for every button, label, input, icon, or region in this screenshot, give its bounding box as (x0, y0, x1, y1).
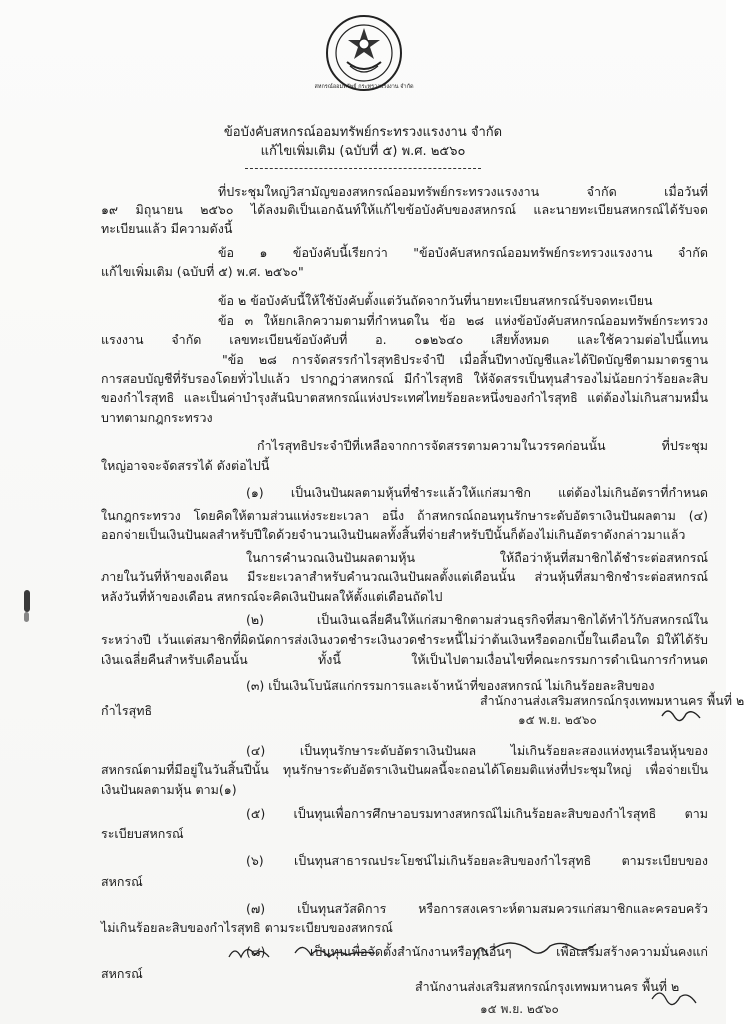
clause-28-line: การสอบบัญชีที่รับรองโดยทั่วไปแล้ว ปรากฏว่าสหกรณ์ มีกำไรสุทธิ ให้จัดสรรเป็นทุนสำรองไม่น้อยกว่าร้อยละสิบ (101, 371, 708, 386)
paragraph-line: ทะเบียนแล้ว มีความดังนี้ (101, 221, 233, 236)
item-5-line: (๕) เป็นทุนเพื่อการศึกษาอบรมทางสหกรณ์ไม่เกินร้อยละสิบของกำไรสุทธิ ตาม (246, 806, 708, 821)
item-8-line: (๘) เป็นทุนเพื่อจัดตั้งสำนักงานหรือทุนอื่นๆ เพื่อเสริมสร้างความมั่นคงแก่ (246, 944, 708, 959)
clause-1-line: แก้ไขเพิ่มเติม (ฉบับที่ ๕) พ.ศ. ๒๕๖๐" (101, 264, 304, 279)
cooperative-seal-icon (314, 14, 414, 92)
item-1-line: หลังวันที่ห้าของเดือน สหกรณ์จะคิดเงินปันผลให้ตั้งแต่เดือนถัดไป (101, 589, 443, 604)
item-4-line: สหกรณ์ตามที่มีอยู่ในวันสิ้นปีนั้น ทุนรักษาระดับอัตราเงินปันผลนี้จะถอนได้โดยมติแห่งที่ประชุมใหญ่ เพื่อจ่ายเป็น (101, 762, 708, 777)
item-7-line: (๗) เป็นทุนสวัสดิการ หรือการสงเคราะห์ตามสมควรแก่สมาชิกและครอบครัว (246, 901, 708, 916)
scan-punch-mark (24, 590, 30, 612)
paragraph-line: ที่ประชุมใหญ่วิสามัญของสหกรณ์ออมทรัพย์กระทรวงแรงงาน จำกัด เมื่อวันที่ (218, 184, 708, 199)
scan-punch-mark (24, 612, 29, 622)
item-3-line: กำไรสุทธิ (101, 703, 153, 718)
office-stamp-title: สำนักงานส่งเสริมสหกรณ์กรุงเทพมหานคร พื้นที่ ๒ (415, 979, 680, 994)
paragraph-line: ๑๙ มิถุนายน ๒๕๖๐ ได้ลงมติเป็นเอกฉันท์ให้แก้ไขข้อบังคับของสหกรณ์ และนายทะเบียนสหกรณ์ได้รับจด (101, 202, 708, 217)
title-divider (245, 168, 481, 169)
clause-2-line: ข้อ ๒ ข้อบังคับนี้ให้ใช้บังคับตั้งแต่วันถัดจากวันที่นายทะเบียนสหกรณ์รับจดทะเบียน (218, 293, 653, 308)
clause-1-line: ข้อ ๑ ข้อบังคับนี้เรียกว่า "ข้อบังคับสหกรณ์ออมทรัพย์กระทรวงแรงงาน จำกัด (218, 245, 708, 260)
clause-28-line: บาทตามกฎกระทรวง (101, 410, 213, 425)
item-6-line: สหกรณ์ (101, 874, 143, 889)
item-1-line: ในกฎกระทรวง โดยคิดให้ตามส่วนแห่งระยะเวลา อนึ่ง ถ้าสหกรณ์ถอนทุนรักษาระดับอัตราเงินปันผลตาม (๔) (101, 508, 708, 523)
clause-28-line: "ข้อ ๒๘ การจัดสรรกำไรสุทธิประจำปี เมื่อสิ้นปีทางบัญชีและได้ปิดบัญชีตามมาตรฐาน (222, 352, 708, 367)
profit-allocation-line: ใหญ่อาจจะจัดสรรได้ ดังต่อไปนี้ (101, 458, 270, 473)
office-stamp-date: ๑๕ พ.ย. ๒๕๖๐ (480, 1002, 559, 1016)
item-5-line: ระเบียบสหกรณ์ (101, 826, 184, 841)
item-2-line: เงินเฉลี่ยคืนสำหรับเดือนนั้น ทั้งนี้ ให้เป็นไปตามเงื่อนไขที่คณะกรรมการดำเนินการกำหนด (101, 652, 708, 667)
item-3-line: (๓) เป็นเงินโบนัสแก่กรรมการและเจ้าหน้าที่ของสหกรณ์ ไม่เกินร้อยละสิบของ (246, 678, 655, 693)
item-7-line: ไม่เกินร้อยละสิบของกำไรสุทธิ ตามระเบียบของสหกรณ์ (101, 920, 393, 935)
initials-signature (660, 704, 704, 724)
handwritten-signature (470, 932, 600, 966)
item-2-line: ระหว่างปี เว้นแต่สมาชิกที่ผิดนัดการส่งเงินงวดชำระเงินงวดชำระหนี้ไม่ว่าต้นเงินหรือดอกเบี้ยในเดือนใด มิให้ได้รับ (101, 632, 708, 647)
office-stamp-title: สำนักงานส่งเสริมสหกรณ์กรุงเทพมหานคร พื้นที่ ๒ (480, 693, 744, 708)
item-2-line: (๒) เป็นเงินเฉลี่ยคืนให้แก่สมาชิกตามส่วนธุรกิจที่สมาชิกได้ทำไว้กับสหกรณ์ใน (246, 612, 708, 627)
item-1-line: ออกจ่ายเป็นเงินปันผลสำหรับปีใดด้วยจำนวนเงินปันผลทั้งสิ้นที่จ่ายสำหรับปีนั้นก็ต้องไม่เกินอัตราดังกล่าวมาแล้ว (101, 527, 686, 542)
clause-28-line: ของกำไรสุทธิ และเป็นค่าบำรุงสันนิบาตสหกรณ์แห่งประเทศไทยร้อยละหนึ่งของกำไรสุทธิ แต่ต้องไม่เกินสามหมื่น (101, 390, 708, 405)
handwritten-signature (225, 935, 385, 969)
item-4-line: (๔) เป็นทุนรักษาระดับอัตราเงินปันผล ไม่เกินร้อยละสองแห่งทุนเรือนหุ้นของ (246, 743, 708, 758)
item-4-line: เงินปันผลตามหุ้น ตาม(๑) (101, 782, 237, 797)
item-6-line: (๖) เป็นทุนสาธารณประโยชน์ไม่เกินร้อยละสิบของกำไรสุทธิ ตามระเบียบของ (246, 853, 708, 868)
item-1-line: (๑) เป็นเงินปันผลตามหุ้นที่ชำระแล้วให้แก่สมาชิก แต่ต้องไม่เกินอัตราที่กำหนด (246, 485, 708, 500)
office-stamp-date: ๑๕ พ.ย. ๒๕๖๐ (518, 713, 597, 727)
svg-text:สหกรณ์ออมทรัพย์ กระทรวงแรงงาน: สหกรณ์ออมทรัพย์ กระทรวงแรงงาน จำกัด (314, 84, 414, 90)
item-1-line: ภายในวันที่ห้าของเดือน มีระยะเวลาสำหรับคำนวณเงินปันผลตั้งแต่เดือนนั้น ส่วนหุ้นที่สมาชิกชำระต่อสหกรณ์ (101, 569, 708, 584)
item-8-line: สหกรณ์ (101, 966, 143, 981)
cooperative-seal (314, 14, 414, 92)
document-subtitle: แก้ไขเพิ่มเติม (ฉบับที่ ๕) พ.ศ. ๒๕๖๐ (260, 144, 466, 159)
document-title: ข้อบังคับสหกรณ์ออมทรัพย์กระทรวงแรงงาน จำกัด (223, 125, 503, 140)
clause-3-line: แรงงาน จำกัด เลขทะเบียนข้อบังคับที่ อ. ๐๑๒๖๔๐ เสียทั้งหมด และใช้ความต่อไปนี้แทน (101, 332, 708, 347)
profit-allocation-line: กำไรสุทธิประจำปีที่เหลือจากการจัดสรรตามความในวรรคก่อนนั้น ที่ประชุม (257, 438, 708, 453)
item-1-line: ในการคำนวณเงินปันผลตามหุ้น ให้ถือว่าหุ้นที่สมาชิกได้ชำระต่อสหกรณ์ (246, 550, 708, 565)
clause-3-line: ข้อ ๓ ให้ยกเลิกความตามที่กำหนดใน ข้อ ๒๘ แห่งข้อบังคับสหกรณ์ออมทรัพย์กระทรวง (218, 313, 708, 328)
initials-signature (650, 985, 700, 1009)
